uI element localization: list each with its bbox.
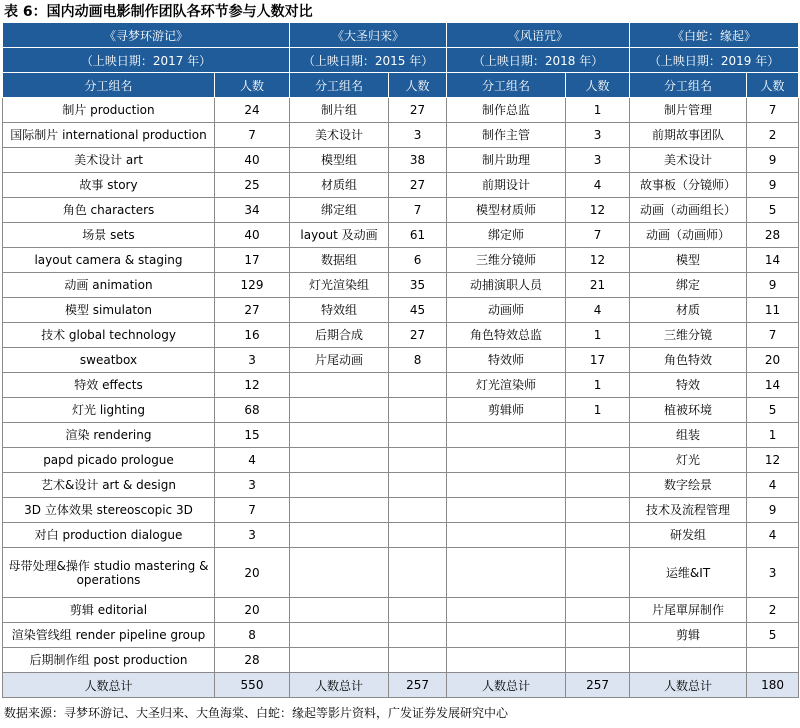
group-name-cell: 模型 simulaton — [3, 298, 215, 323]
count-cell — [566, 448, 630, 473]
group-name-cell: 绑定师 — [447, 223, 566, 248]
group-name-cell — [290, 373, 389, 398]
count-cell: 17 — [566, 348, 630, 373]
count-cell: 9 — [747, 173, 799, 198]
group-name-cell — [290, 498, 389, 523]
group-name-cell — [447, 623, 566, 648]
table-row — [3, 498, 799, 523]
group-name-cell: 故事 story — [3, 173, 215, 198]
count-cell: 9 — [747, 148, 799, 173]
count-cell — [389, 598, 447, 623]
film-name-coco: 《寻梦环游记》 — [3, 23, 290, 48]
column-header-group: 分工组名 — [3, 73, 215, 98]
group-name-cell — [447, 423, 566, 448]
group-name-cell — [290, 648, 389, 673]
group-name-cell: papd picado prologue — [3, 448, 215, 473]
group-name-cell: 后期制作组 post production — [3, 648, 215, 673]
count-cell: 7 — [389, 198, 447, 223]
group-name-cell: 后期合成 — [290, 323, 389, 348]
count-cell: 8 — [389, 348, 447, 373]
count-cell: 2 — [747, 123, 799, 148]
group-name-cell: 特效组 — [290, 298, 389, 323]
film-date-coco: （上映日期：2017 年） — [3, 48, 290, 73]
count-cell: 1 — [747, 423, 799, 448]
group-name-cell: 美术设计 art — [3, 148, 215, 173]
group-name-cell: 植被环境 — [630, 398, 747, 423]
group-name-cell: 制作主管 — [447, 123, 566, 148]
table-row — [3, 623, 799, 648]
total-value: 257 — [389, 673, 447, 698]
group-name-cell: 前期故事团队 — [630, 123, 747, 148]
total-value: 550 — [215, 673, 290, 698]
group-name-cell: 动画师 — [447, 298, 566, 323]
table-row — [3, 123, 799, 148]
table-row — [3, 98, 799, 123]
count-cell: 9 — [747, 498, 799, 523]
count-cell — [566, 598, 630, 623]
table-row — [3, 348, 799, 373]
count-cell: 27 — [389, 173, 447, 198]
group-name-cell: 片尾动画 — [290, 348, 389, 373]
table-row — [3, 223, 799, 248]
group-name-cell — [447, 523, 566, 548]
group-name-cell: 模型组 — [290, 148, 389, 173]
count-cell: 1 — [566, 373, 630, 398]
table-row — [3, 148, 799, 173]
count-cell — [566, 648, 630, 673]
group-name-cell: 国际制片 international production — [3, 123, 215, 148]
group-name-cell: 制片助理 — [447, 148, 566, 173]
count-cell: 40 — [215, 148, 290, 173]
count-cell: 34 — [215, 198, 290, 223]
group-name-cell: layout 及动画 — [290, 223, 389, 248]
group-name-cell: 制作总监 — [447, 98, 566, 123]
group-name-cell: 对白 production dialogue — [3, 523, 215, 548]
group-name-cell: 灯光 lighting — [3, 398, 215, 423]
table-title: 表 6：国内动画电影制作团队各环节参与人数对比 — [4, 4, 313, 20]
group-name-cell: 三维分镜 — [630, 323, 747, 348]
count-cell: 25 — [215, 173, 290, 198]
table-row — [3, 448, 799, 473]
count-cell — [389, 648, 447, 673]
count-cell: 2 — [747, 598, 799, 623]
total-label: 人数总计 — [630, 673, 747, 698]
count-cell — [389, 398, 447, 423]
group-name-cell: 三维分镜师 — [447, 248, 566, 273]
group-name-cell: 特效 — [630, 373, 747, 398]
count-cell: 7 — [566, 223, 630, 248]
count-cell: 27 — [389, 323, 447, 348]
table-row — [3, 598, 799, 623]
group-name-cell — [290, 598, 389, 623]
group-name-cell: 制片 production — [3, 98, 215, 123]
count-cell: 14 — [747, 373, 799, 398]
count-cell — [389, 498, 447, 523]
count-cell: 7 — [215, 498, 290, 523]
group-name-cell: 组装 — [630, 423, 747, 448]
group-name-cell: 运维&IT — [630, 548, 747, 598]
count-cell: 3 — [215, 473, 290, 498]
count-cell: 12 — [215, 373, 290, 398]
group-name-cell: 角色特效 — [630, 348, 747, 373]
count-cell: 3 — [566, 148, 630, 173]
table-row — [3, 298, 799, 323]
count-cell: 20 — [215, 548, 290, 598]
group-name-cell — [447, 648, 566, 673]
count-cell: 3 — [389, 123, 447, 148]
count-cell: 4 — [747, 523, 799, 548]
group-name-cell: 模型 — [630, 248, 747, 273]
group-name-cell: 绑定 — [630, 273, 747, 298]
group-name-cell: sweatbox — [3, 348, 215, 373]
count-cell: 35 — [389, 273, 447, 298]
group-name-cell: 渲染管线组 render pipeline group — [3, 623, 215, 648]
count-cell: 7 — [747, 98, 799, 123]
group-name-cell: 研发组 — [630, 523, 747, 548]
count-cell: 3 — [215, 523, 290, 548]
group-name-cell: 材质组 — [290, 173, 389, 198]
count-cell: 3 — [566, 123, 630, 148]
group-name-cell — [290, 398, 389, 423]
count-cell: 28 — [215, 648, 290, 673]
column-header-count: 人数 — [747, 73, 799, 98]
count-cell: 21 — [566, 273, 630, 298]
column-header-group: 分工组名 — [630, 73, 747, 98]
table-row — [3, 523, 799, 548]
column-header-group: 分工组名 — [290, 73, 389, 98]
data-source-note: 数据来源：寻梦环游记、大圣归来、大鱼海棠、白蛇：缘起等影片资料，广发证券发展研究中心 — [4, 706, 509, 720]
group-name-cell: 片尾單屏制作 — [630, 598, 747, 623]
table-row — [3, 323, 799, 348]
count-cell — [389, 473, 447, 498]
group-name-cell: 角色特效总监 — [447, 323, 566, 348]
table-body — [3, 98, 799, 673]
count-cell — [389, 523, 447, 548]
group-name-cell: 特效 effects — [3, 373, 215, 398]
group-name-cell — [447, 598, 566, 623]
count-cell: 12 — [566, 198, 630, 223]
column-header-count: 人数 — [389, 73, 447, 98]
group-name-cell — [447, 498, 566, 523]
count-cell: 40 — [215, 223, 290, 248]
count-cell: 20 — [215, 598, 290, 623]
count-cell: 4 — [566, 298, 630, 323]
group-name-cell: 动画 animation — [3, 273, 215, 298]
count-cell: 14 — [747, 248, 799, 273]
group-name-cell: 母带处理&操作 studio mastering & operations — [3, 548, 215, 598]
table-row — [3, 373, 799, 398]
count-cell: 16 — [215, 323, 290, 348]
count-cell: 9 — [747, 273, 799, 298]
count-cell: 3 — [215, 348, 290, 373]
group-name-cell: 技术及流程管理 — [630, 498, 747, 523]
count-cell — [566, 473, 630, 498]
group-name-cell: 动捕演职人员 — [447, 273, 566, 298]
count-cell — [566, 498, 630, 523]
group-name-cell: 剪辑 editorial — [3, 598, 215, 623]
group-name-cell: 灯光渲染师 — [447, 373, 566, 398]
group-name-cell: 艺术&设计 art & design — [3, 473, 215, 498]
count-cell: 5 — [747, 623, 799, 648]
total-label: 人数总计 — [3, 673, 215, 698]
group-name-cell: layout camera & staging — [3, 248, 215, 273]
count-cell — [389, 373, 447, 398]
count-cell: 38 — [389, 148, 447, 173]
group-name-cell: 灯光渲染组 — [290, 273, 389, 298]
count-cell: 1 — [566, 398, 630, 423]
staff-comparison-table — [2, 22, 799, 698]
table-row — [3, 473, 799, 498]
column-header-group: 分工组名 — [447, 73, 566, 98]
table-row — [3, 398, 799, 423]
count-cell: 5 — [747, 398, 799, 423]
group-name-cell: 材质 — [630, 298, 747, 323]
table-row — [3, 173, 799, 198]
total-label: 人数总计 — [447, 673, 566, 698]
count-cell: 6 — [389, 248, 447, 273]
group-name-cell — [290, 548, 389, 598]
group-name-cell: 角色 characters — [3, 198, 215, 223]
count-cell: 24 — [215, 98, 290, 123]
count-cell: 45 — [389, 298, 447, 323]
count-cell — [389, 548, 447, 598]
group-name-cell: 灯光 — [630, 448, 747, 473]
count-cell — [389, 423, 447, 448]
count-cell — [566, 623, 630, 648]
group-name-cell — [447, 448, 566, 473]
total-value: 180 — [747, 673, 799, 698]
group-name-cell: 渲染 rendering — [3, 423, 215, 448]
count-cell — [389, 623, 447, 648]
count-cell: 28 — [747, 223, 799, 248]
count-cell: 129 — [215, 273, 290, 298]
total-label: 人数总计 — [290, 673, 389, 698]
group-name-cell — [290, 623, 389, 648]
count-cell — [566, 548, 630, 598]
group-name-cell: 特效师 — [447, 348, 566, 373]
table-row — [3, 648, 799, 673]
count-cell: 20 — [747, 348, 799, 373]
table-row — [3, 198, 799, 223]
totals-row — [3, 673, 799, 698]
group-name-cell: 美术设计 — [630, 148, 747, 173]
film-name-fengyuzhou: 《风语咒》 — [447, 23, 630, 48]
group-name-cell: 故事板（分镜师） — [630, 173, 747, 198]
total-value: 257 — [566, 673, 630, 698]
film-date-white-snake: （上映日期：2019 年） — [630, 48, 799, 73]
group-name-cell: 技术 global technology — [3, 323, 215, 348]
group-name-cell: 3D 立体效果 stereoscopic 3D — [3, 498, 215, 523]
count-cell: 61 — [389, 223, 447, 248]
table-row — [3, 548, 799, 598]
table-row — [3, 273, 799, 298]
count-cell: 1 — [566, 98, 630, 123]
count-cell: 27 — [215, 298, 290, 323]
table-row — [3, 423, 799, 448]
group-name-cell: 绑定组 — [290, 198, 389, 223]
count-cell: 1 — [566, 323, 630, 348]
count-cell: 27 — [389, 98, 447, 123]
count-cell: 4 — [566, 173, 630, 198]
film-name-monkey-king: 《大圣归来》 — [290, 23, 447, 48]
film-date-monkey-king: （上映日期：2015 年） — [290, 48, 447, 73]
film-date-fengyuzhou: （上映日期：2018 年） — [447, 48, 630, 73]
count-cell: 7 — [747, 323, 799, 348]
film-name-white-snake: 《白蛇：缘起》 — [630, 23, 799, 48]
group-name-cell: 动画（动画组长） — [630, 198, 747, 223]
group-name-cell: 剪辑师 — [447, 398, 566, 423]
count-cell: 17 — [215, 248, 290, 273]
count-cell: 4 — [215, 448, 290, 473]
count-cell: 12 — [747, 448, 799, 473]
group-name-cell: 数字绘景 — [630, 473, 747, 498]
group-name-cell — [290, 448, 389, 473]
group-name-cell: 制片组 — [290, 98, 389, 123]
column-header-count: 人数 — [215, 73, 290, 98]
count-cell: 7 — [215, 123, 290, 148]
count-cell — [747, 648, 799, 673]
group-name-cell: 剪辑 — [630, 623, 747, 648]
column-header-count: 人数 — [566, 73, 630, 98]
group-name-cell: 场景 sets — [3, 223, 215, 248]
group-name-cell — [290, 523, 389, 548]
group-name-cell: 动画（动画师） — [630, 223, 747, 248]
count-cell: 5 — [747, 198, 799, 223]
count-cell: 11 — [747, 298, 799, 323]
group-name-cell: 美术设计 — [290, 123, 389, 148]
group-name-cell — [630, 648, 747, 673]
group-name-cell: 模型材质师 — [447, 198, 566, 223]
count-cell: 15 — [215, 423, 290, 448]
table-row — [3, 248, 799, 273]
group-name-cell — [447, 473, 566, 498]
count-cell: 4 — [747, 473, 799, 498]
group-name-cell: 制片管理 — [630, 98, 747, 123]
group-name-cell — [290, 473, 389, 498]
count-cell — [389, 448, 447, 473]
group-name-cell — [290, 423, 389, 448]
group-name-cell: 前期设计 — [447, 173, 566, 198]
count-cell: 8 — [215, 623, 290, 648]
group-name-cell — [447, 548, 566, 598]
count-cell — [566, 523, 630, 548]
count-cell — [566, 423, 630, 448]
group-name-cell: 数据组 — [290, 248, 389, 273]
count-cell: 3 — [747, 548, 799, 598]
count-cell: 68 — [215, 398, 290, 423]
count-cell: 12 — [566, 248, 630, 273]
